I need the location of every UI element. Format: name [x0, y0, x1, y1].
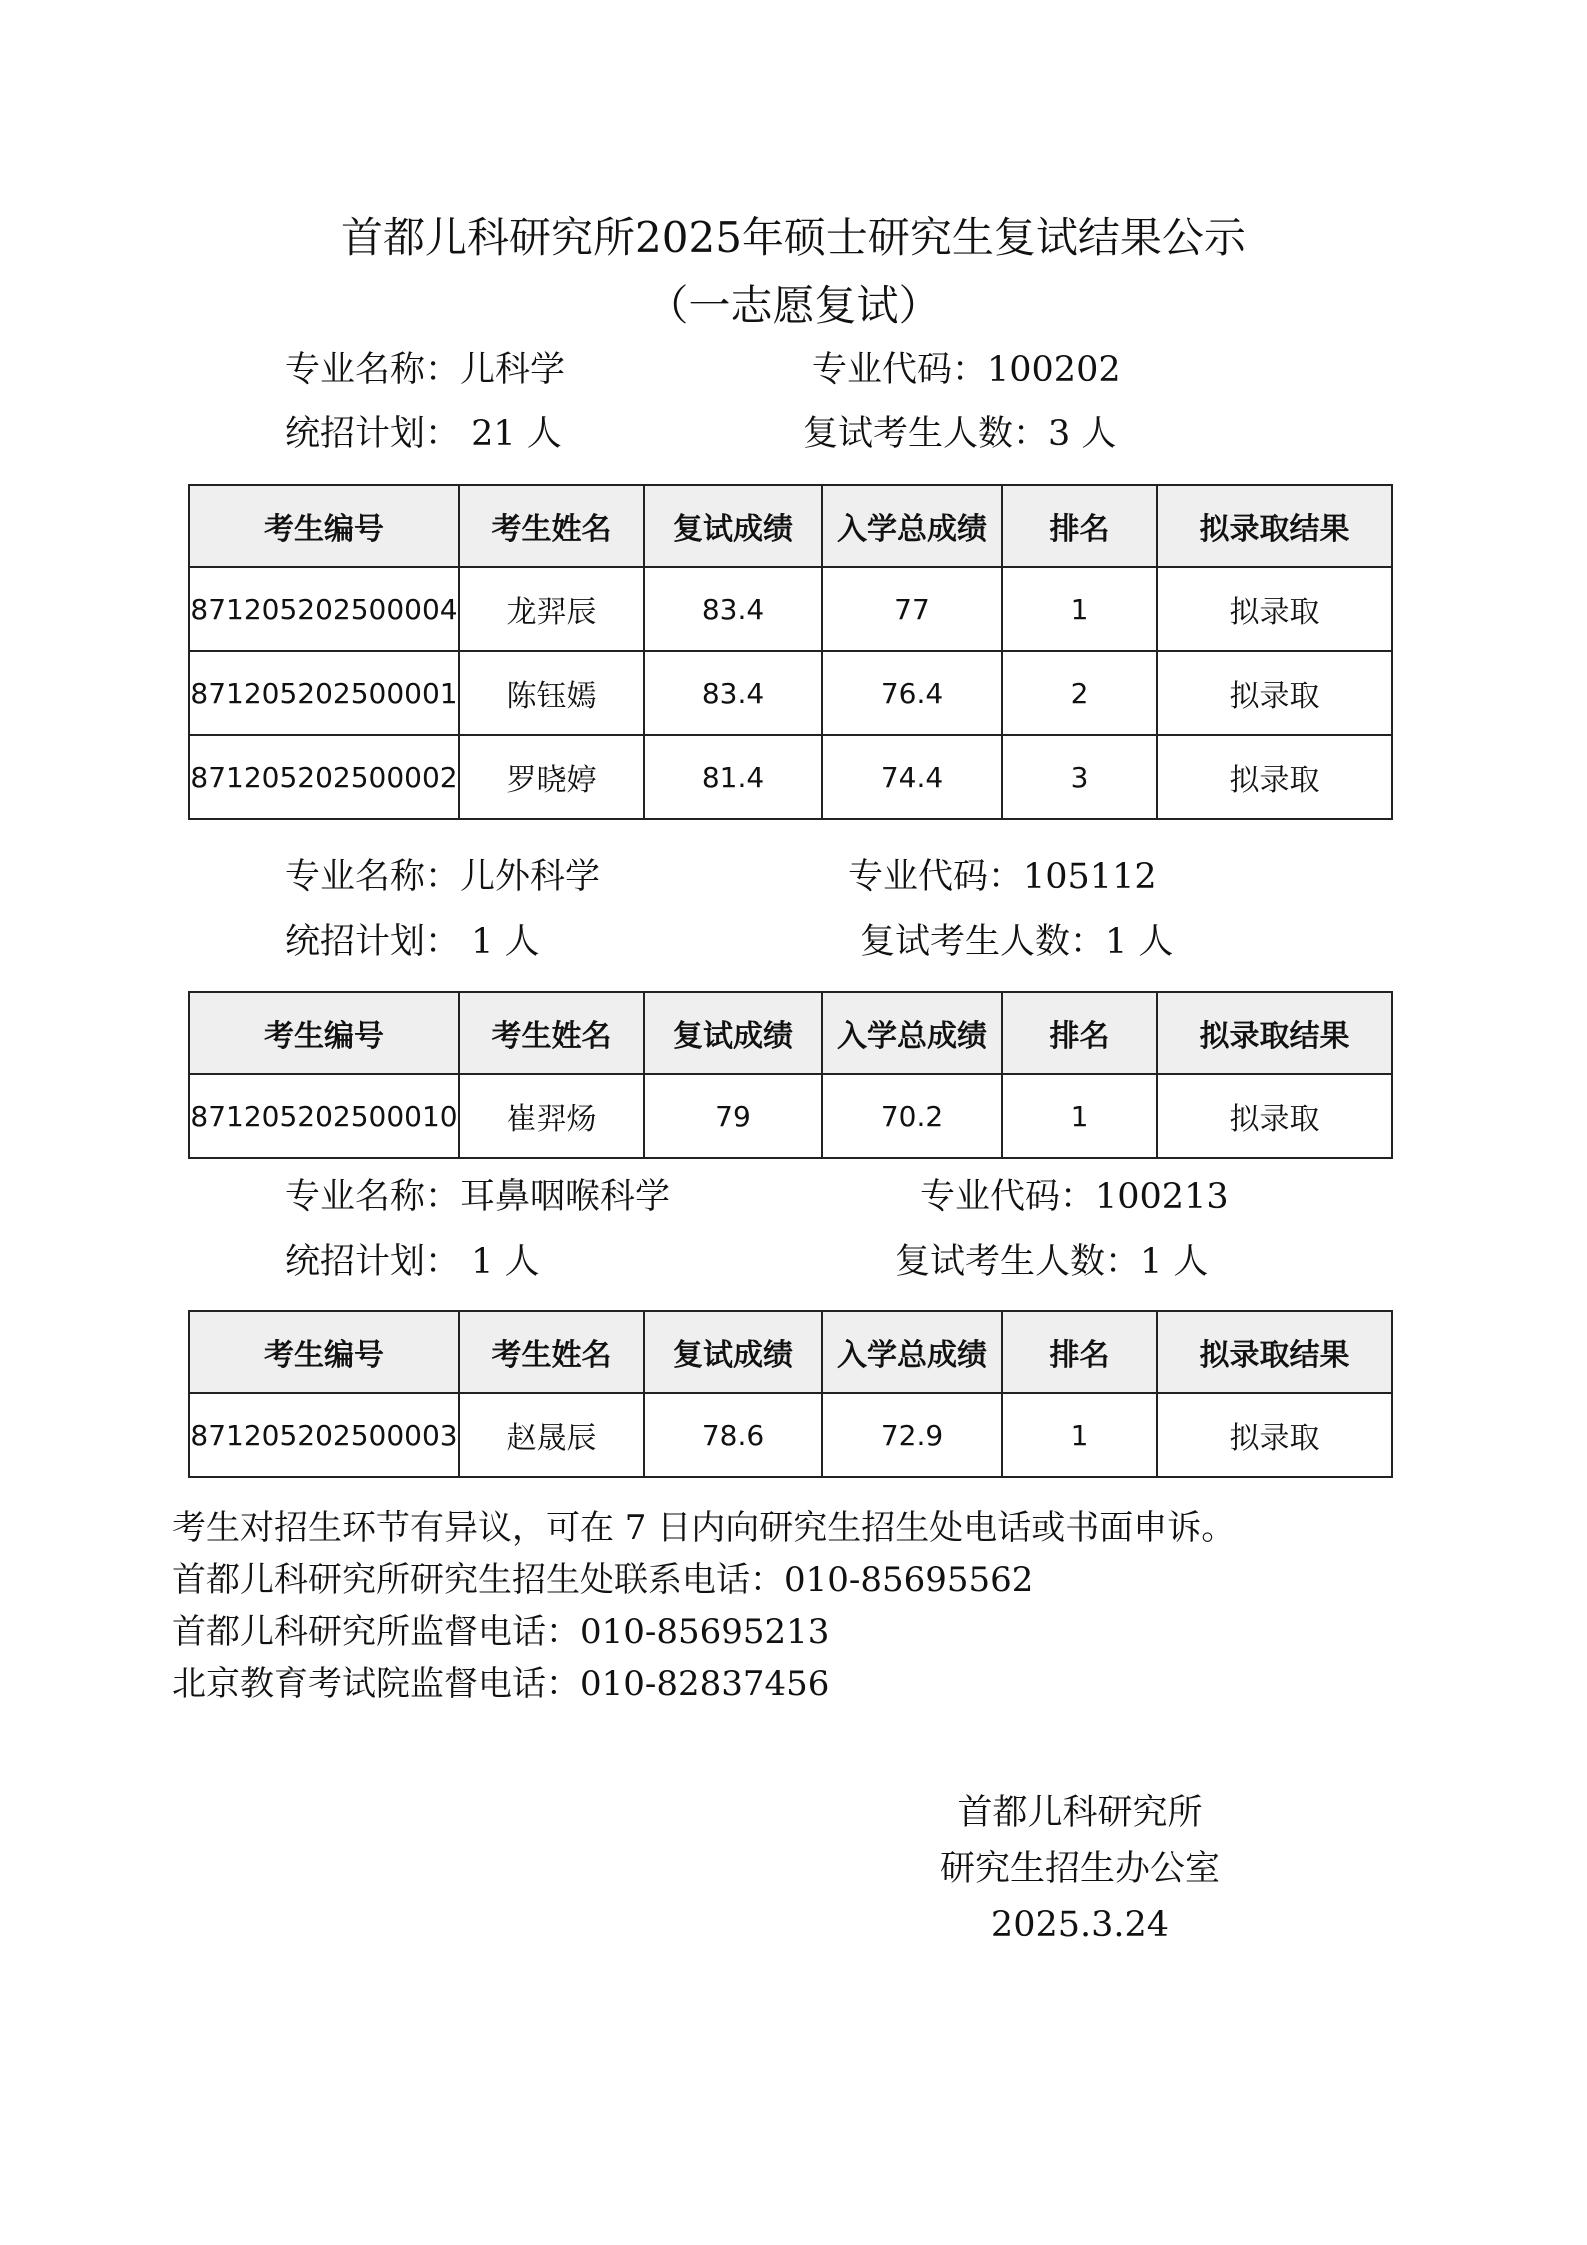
header-total-score: 入学总成绩 [822, 992, 1002, 1074]
table-header-row [189, 992, 1392, 1074]
header-result: 拟录取结果 [1157, 992, 1392, 1074]
appeal-note: 考生对招生环节有异议，可在 7 日内向研究生招生处电话或书面申诉。 [172, 1508, 1236, 1548]
cell-name: 崔羿炀 [459, 1074, 644, 1158]
notice-notes [172, 1502, 1235, 1710]
signature-date: 2025.3.24 [990, 1905, 1170, 1945]
cell-rank: 1 [1002, 567, 1157, 651]
major-code: 专业代码：100202 [812, 350, 1121, 390]
cell-result: 拟录取 [1157, 567, 1392, 651]
header-exam-id: 考生编号 [189, 1311, 459, 1393]
cell-total-score: 76.4 [822, 651, 1002, 735]
cell-result: 拟录取 [1157, 735, 1392, 819]
signature-block [920, 1785, 1240, 1953]
cell-retest-score: 83.4 [644, 567, 822, 651]
results-table [188, 991, 1393, 1159]
cell-exam-id: 871205202500002 [189, 735, 459, 819]
cell-name: 赵晟辰 [459, 1393, 644, 1477]
major-name: 专业名称：儿外科学 [285, 857, 601, 897]
cell-retest-score: 83.4 [644, 651, 822, 735]
page-title: 首都儿科研究所2025年硕士研究生复试结果公示 [341, 213, 1246, 262]
header-result: 拟录取结果 [1157, 485, 1392, 567]
cell-total-score: 74.4 [822, 735, 1002, 819]
cell-name: 龙羿辰 [459, 567, 644, 651]
cell-result: 拟录取 [1157, 1393, 1392, 1477]
table-header-row [189, 1311, 1392, 1393]
header-name: 考生姓名 [459, 485, 644, 567]
header-name: 考生姓名 [459, 1311, 644, 1393]
enrollment-plan: 统招计划： 1 人 [285, 922, 540, 962]
page-subtitle: （一志愿复试） [646, 281, 941, 330]
cell-rank: 1 [1002, 1074, 1157, 1158]
enrollment-plan: 统招计划： 1 人 [285, 1242, 540, 1282]
enrollment-plan: 统招计划： 21 人 [285, 414, 562, 454]
major-name: 专业名称：耳鼻咽喉科学 [285, 1177, 671, 1217]
results-table [188, 1310, 1393, 1478]
major-name: 专业名称：儿科学 [285, 350, 566, 390]
cell-exam-id: 871205202500004 [189, 567, 459, 651]
cell-rank: 3 [1002, 735, 1157, 819]
cell-name: 陈钰嫣 [459, 651, 644, 735]
header-retest-score: 复试成绩 [644, 992, 822, 1074]
header-result: 拟录取结果 [1157, 1311, 1392, 1393]
table-row [189, 735, 1392, 819]
cell-retest-score: 79 [644, 1074, 822, 1158]
cell-exam-id: 871205202500003 [189, 1393, 459, 1477]
header-retest-score: 复试成绩 [644, 1311, 822, 1393]
table-row [189, 651, 1392, 735]
cell-total-score: 72.9 [822, 1393, 1002, 1477]
major-code: 专业代码：100213 [920, 1177, 1229, 1217]
candidate-count: 复试考生人数：1 人 [895, 1242, 1209, 1282]
header-name: 考生姓名 [459, 992, 644, 1074]
header-retest-score: 复试成绩 [644, 485, 822, 567]
candidate-count: 复试考生人数：3 人 [803, 414, 1117, 454]
table-header-row [189, 485, 1392, 567]
cell-name: 罗晓婷 [459, 735, 644, 819]
cell-result: 拟录取 [1157, 1074, 1392, 1158]
table-row [189, 567, 1392, 651]
header-exam-id: 考生编号 [189, 992, 459, 1074]
header-rank: 排名 [1002, 992, 1157, 1074]
cell-exam-id: 871205202500010 [189, 1074, 459, 1158]
cell-retest-score: 78.6 [644, 1393, 822, 1477]
cell-total-score: 77 [822, 567, 1002, 651]
cell-rank: 1 [1002, 1393, 1157, 1477]
candidate-count: 复试考生人数：1 人 [860, 922, 1174, 962]
supervision-phone: 首都儿科研究所监督电话：010-85695213 [172, 1612, 830, 1652]
header-rank: 排名 [1002, 1311, 1157, 1393]
signature-office: 研究生招生办公室 [939, 1849, 1220, 1889]
header-total-score: 入学总成绩 [822, 1311, 1002, 1393]
admissions-phone: 首都儿科研究所研究生招生处联系电话：010-85695562 [172, 1560, 1034, 1600]
cell-total-score: 70.2 [822, 1074, 1002, 1158]
cell-result: 拟录取 [1157, 651, 1392, 735]
header-total-score: 入学总成绩 [822, 485, 1002, 567]
major-code: 专业代码：105112 [848, 857, 1157, 897]
exam-authority-phone: 北京教育考试院监督电话：010-82837456 [172, 1664, 830, 1704]
header-exam-id: 考生编号 [189, 485, 459, 567]
table-row [189, 1393, 1392, 1477]
table-row [189, 1074, 1392, 1158]
cell-exam-id: 871205202500001 [189, 651, 459, 735]
results-table [188, 484, 1393, 820]
header-rank: 排名 [1002, 485, 1157, 567]
signature-org: 首都儿科研究所 [957, 1793, 1203, 1833]
cell-retest-score: 81.4 [644, 735, 822, 819]
cell-rank: 2 [1002, 651, 1157, 735]
